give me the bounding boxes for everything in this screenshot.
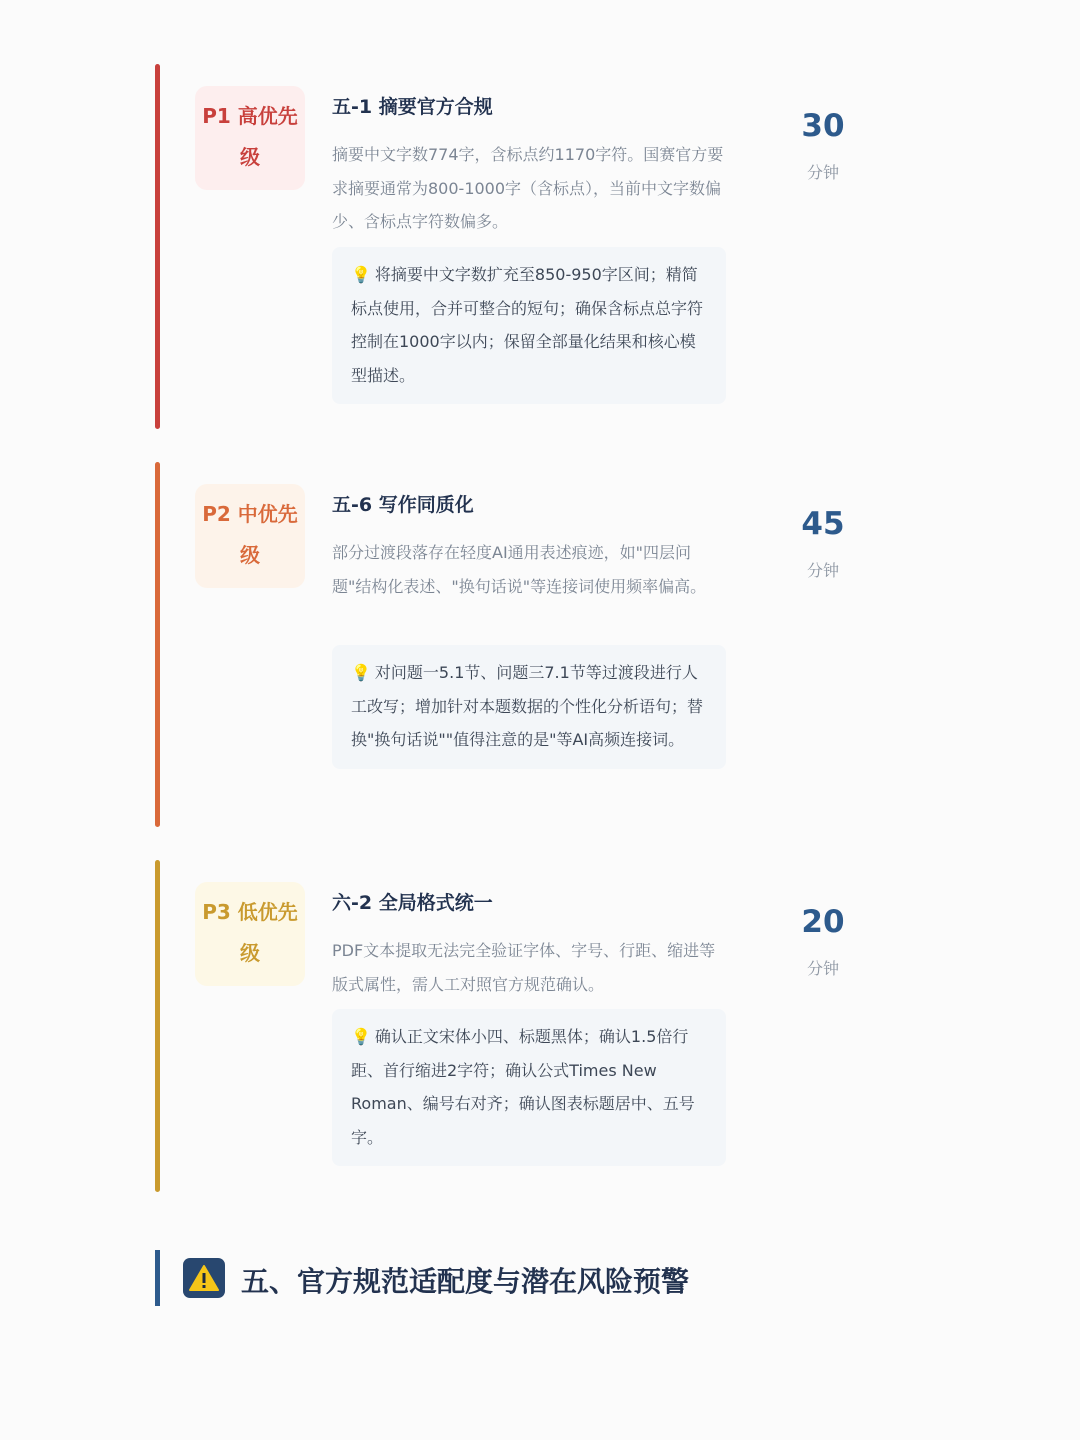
suggestion-box	[332, 247, 726, 404]
task-card-p1	[155, 64, 915, 429]
priority-rail	[155, 462, 160, 827]
time-unit: 分钟	[806, 163, 839, 182]
lightbulb-icon: 💡	[351, 663, 371, 682]
priority-label-line1: P1 高优先	[202, 104, 298, 128]
priority-badge	[195, 882, 305, 986]
section-accent-bar	[155, 1250, 160, 1306]
time-minutes: 30	[801, 108, 845, 144]
lightbulb-icon: 💡	[351, 265, 371, 284]
task-card-p3	[155, 860, 915, 1192]
priority-label-line1: P2 中优先	[202, 502, 298, 526]
priority-label-line2: 级	[240, 543, 260, 567]
task-title: 六-2 全局格式统一	[332, 892, 493, 914]
warning-icon	[183, 1258, 225, 1298]
section-heading	[155, 1250, 855, 1306]
suggestion-text: 对问题一5.1节、问题三7.1节等过渡段进行人工改写；增加针对本题数据的个性化分析语句；替换"换句话说""值得注意的是"等AI高频连接词。	[351, 663, 704, 749]
section-title: 五、官方规范适配度与潜在风险预警	[241, 1265, 690, 1298]
priority-label-line2: 级	[240, 145, 260, 169]
time-unit: 分钟	[806, 561, 839, 580]
time-minutes: 20	[801, 904, 845, 940]
task-description: 部分过渡段落存在轻度AI通用表述痕迹，如"四层问题"结构化表述、"换句话说"等连接词使用频率偏高。	[332, 543, 707, 596]
time-estimate	[775, 902, 871, 979]
priority-badge	[195, 484, 305, 588]
task-title: 五-6 写作同质化	[332, 494, 474, 516]
priority-rail	[155, 860, 160, 1192]
time-estimate	[775, 106, 871, 183]
priority-rail	[155, 64, 160, 429]
lightbulb-icon: 💡	[351, 1027, 371, 1046]
time-minutes: 45	[801, 506, 845, 542]
priority-label-line2: 级	[240, 941, 260, 965]
suggestion-text: 确认正文宋体小四、标题黑体；确认1.5倍行距、首行缩进2字符；确认公式Times New Roman、编号右对齐；确认图表标题居中、五号字。	[351, 1027, 695, 1147]
task-card-p2	[155, 462, 915, 827]
suggestion-text: 将摘要中文字数扩充至850-950字区间；精简标点使用，合并可整合的短句；确保含标点总字符控制在1000字以内；保留全部量化结果和核心模型描述。	[351, 265, 704, 385]
priority-badge	[195, 86, 305, 190]
suggestion-box	[332, 1009, 726, 1166]
task-description: 摘要中文字数774字，含标点约1170字符。国赛官方要求摘要通常为800-1000字（含标点），当前中文字数偏少、含标点字符数偏多。	[332, 145, 724, 231]
priority-label-line1: P3 低优先	[202, 900, 298, 924]
time-estimate	[775, 504, 871, 581]
task-description: PDF文本提取无法完全验证字体、字号、行距、缩进等版式属性，需人工对照官方规范确认。	[332, 941, 716, 994]
task-title: 五-1 摘要官方合规	[332, 96, 493, 118]
suggestion-box	[332, 645, 726, 769]
time-unit: 分钟	[806, 959, 839, 978]
